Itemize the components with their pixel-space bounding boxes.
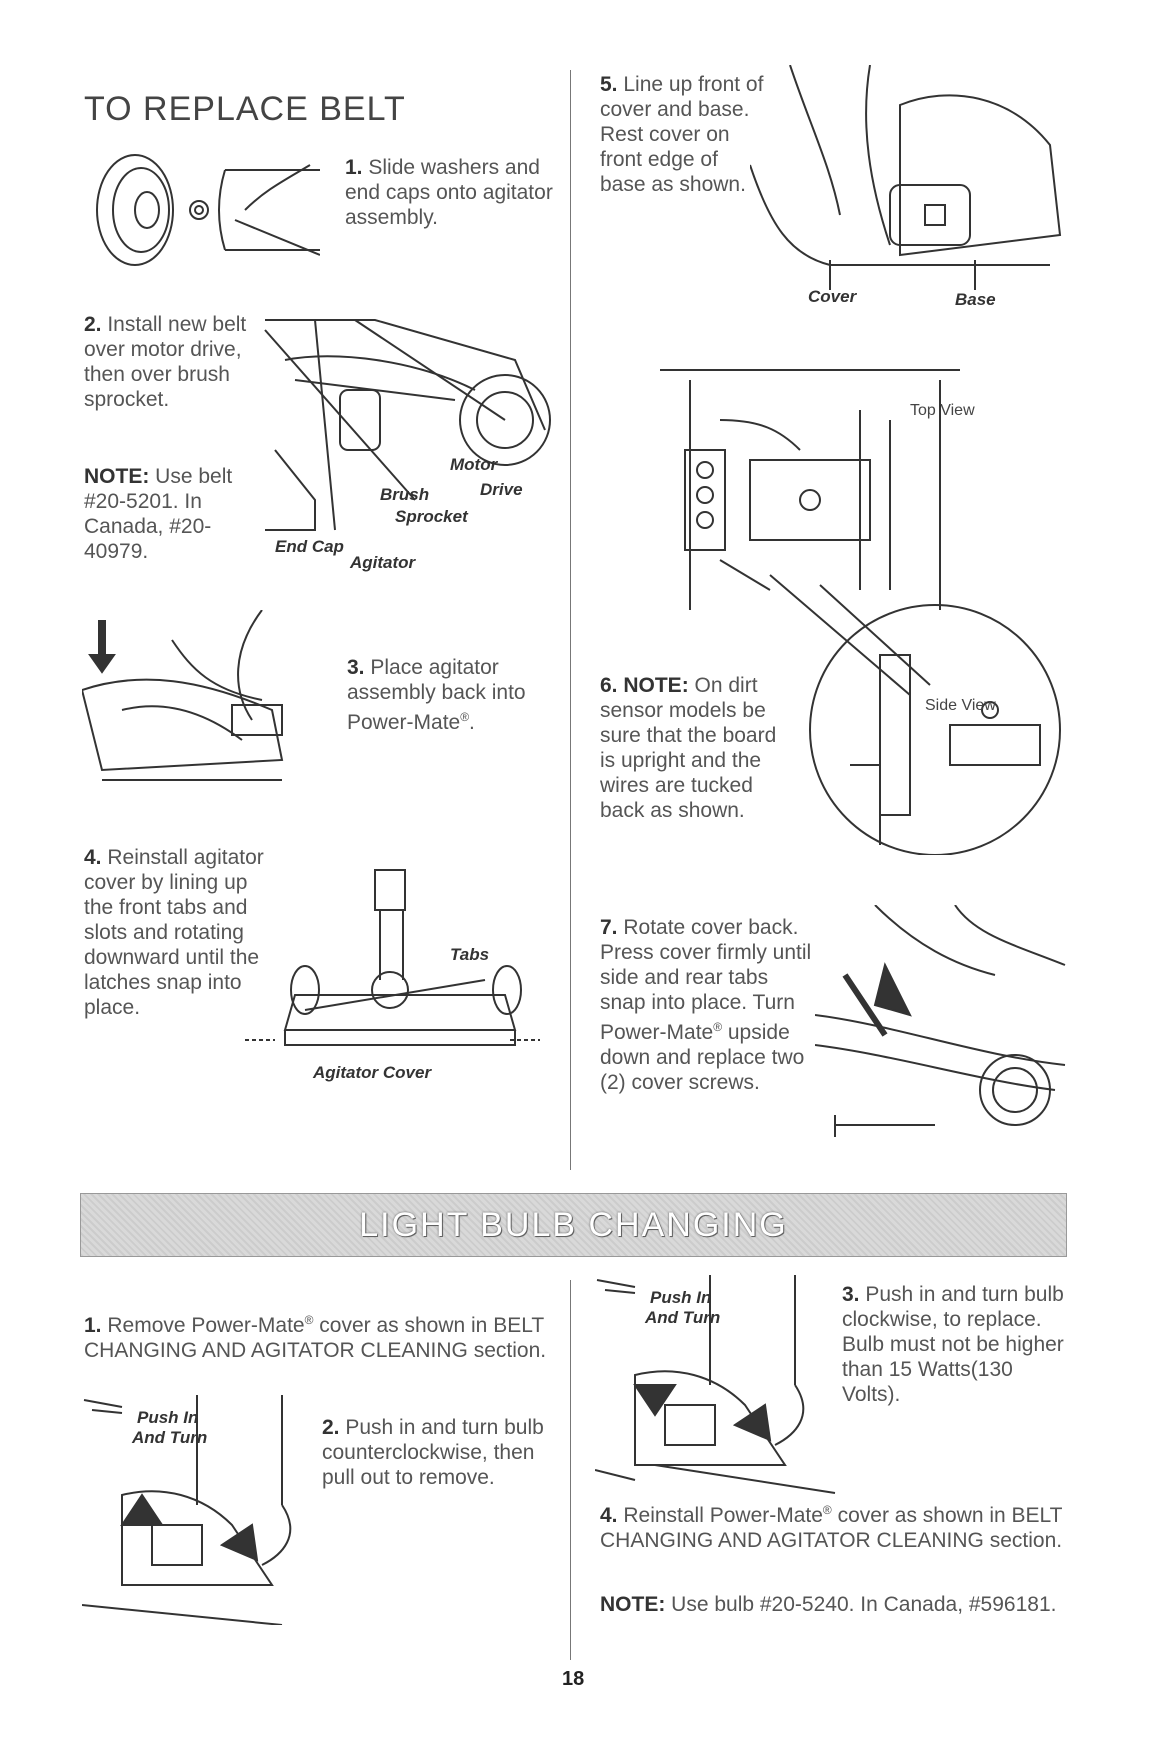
belt-step-1 bbox=[345, 155, 560, 230]
step-text: Install new belt over motor drive, then over brush sprocket. bbox=[84, 313, 247, 411]
step-text: On dirt sensor models be sure that the board is upright and the wires are tucked back as shown. bbox=[600, 674, 777, 822]
step-text: Remove Power-Mate bbox=[101, 1314, 305, 1337]
belt-step-5 bbox=[600, 72, 765, 197]
note-text: Use belt #20-5201. In Canada, #20-40979. bbox=[84, 465, 233, 563]
step-text: Push in and turn bulb clockwise, to replace. Bulb must not be higher than 15 Watts(130 Volts). bbox=[842, 1283, 1064, 1406]
label-end-cap: End Cap bbox=[275, 537, 344, 556]
bulb-note bbox=[600, 1592, 1070, 1617]
label-tabs: Tabs bbox=[450, 945, 490, 964]
label-base: Base bbox=[955, 290, 996, 309]
step-text-tail: upside down and replace two (2) cover screws. bbox=[600, 1021, 805, 1094]
step-number: 4. bbox=[84, 846, 102, 869]
label-push-in: Push In bbox=[137, 1408, 199, 1427]
step-text: Line up front of cover and base. Rest cover on front edge of base as shown. bbox=[600, 73, 764, 196]
rotate-cover-illustration bbox=[815, 905, 1070, 1140]
place-agitator-illustration bbox=[82, 610, 322, 810]
agitator-cover-illustration bbox=[245, 860, 545, 1100]
belt-step-7 bbox=[600, 915, 815, 1095]
label-and-turn: And Turn bbox=[132, 1428, 208, 1447]
step-text-tail: . bbox=[469, 711, 475, 734]
step-number: 3. bbox=[842, 1283, 860, 1306]
step-number: 2. bbox=[322, 1416, 340, 1439]
bulb-step-3 bbox=[842, 1282, 1070, 1407]
step-number: 4. bbox=[600, 1504, 618, 1527]
label-motor: Motor bbox=[450, 455, 498, 474]
step-number: 1. bbox=[84, 1314, 102, 1337]
belt-step-6 bbox=[600, 673, 795, 823]
label-sprocket: Sprocket bbox=[395, 507, 468, 526]
section-banner bbox=[80, 1193, 1067, 1257]
belt-step-3 bbox=[347, 655, 557, 735]
washers-endcap-illustration bbox=[95, 150, 320, 270]
step-text: Slide washers and end caps onto agitator assembly. bbox=[345, 156, 553, 229]
step-number: 7. bbox=[600, 916, 618, 939]
label-agitator-cover: Agitator Cover bbox=[313, 1063, 432, 1082]
label-top-view: Top View bbox=[910, 402, 975, 419]
label-agitator: Agitator bbox=[350, 553, 416, 572]
label-and-turn: And Turn bbox=[645, 1308, 721, 1327]
belt-note-2 bbox=[84, 464, 259, 564]
bulb-step-2 bbox=[322, 1415, 552, 1490]
bulb-step-1 bbox=[84, 1308, 554, 1363]
column-divider-bottom bbox=[570, 1280, 571, 1660]
step-text: Rotate cover back. Press cover firmly until side and rear tabs snap into place. Turn Power-Mate bbox=[600, 916, 812, 1044]
step-number: 1. bbox=[345, 156, 363, 179]
registered-mark: ® bbox=[822, 1503, 832, 1517]
step-text: Reinstall agitator cover by lining up the front tabs and slots and rotating downward until the latches snap into place. bbox=[84, 846, 264, 1019]
note-label: NOTE: bbox=[84, 465, 150, 488]
note-label: NOTE: bbox=[600, 1593, 666, 1616]
step-text: Place agitator assembly back into Power-Mate bbox=[347, 656, 526, 734]
label-cover: Cover bbox=[808, 287, 857, 306]
label-push-in: Push In bbox=[650, 1288, 712, 1307]
step-text: Push in and turn bulb counterclockwise, then pull out to remove. bbox=[322, 1416, 544, 1489]
registered-mark: ® bbox=[460, 710, 470, 724]
page-title: TO REPLACE BELT bbox=[84, 90, 406, 128]
registered-mark: ® bbox=[304, 1313, 314, 1327]
belt-install-illustration bbox=[255, 300, 555, 590]
install-bulb-illustration bbox=[595, 1275, 840, 1495]
registered-mark: ® bbox=[713, 1020, 723, 1034]
step-number: 5. bbox=[600, 73, 618, 96]
remove-bulb-illustration bbox=[82, 1395, 322, 1625]
bulb-step-4 bbox=[600, 1498, 1070, 1553]
side-view-illustration bbox=[760, 555, 1070, 855]
label-drive: Drive bbox=[480, 480, 523, 499]
label-brush: Brush bbox=[380, 485, 430, 504]
column-divider bbox=[570, 70, 571, 1170]
step-number: 6. bbox=[600, 674, 618, 697]
step-text-tail: cover as shown in BELT CHANGING AND AGITATOR CLEANING section. bbox=[84, 1314, 547, 1362]
page-number: 18 bbox=[562, 1668, 585, 1690]
step-number: 3. bbox=[347, 656, 365, 679]
note-label: NOTE: bbox=[623, 674, 689, 697]
step-number: 2. bbox=[84, 313, 102, 336]
banner-title: LIGHT BULB CHANGING bbox=[359, 1206, 788, 1244]
cover-base-illustration bbox=[750, 65, 1070, 310]
step-text: Reinstall Power-Mate bbox=[617, 1504, 823, 1527]
label-side-view: Side View bbox=[925, 697, 996, 714]
step-text-tail: cover as shown in BELT CHANGING AND AGITATOR CLEANING section. bbox=[600, 1504, 1063, 1552]
belt-step-2 bbox=[84, 312, 259, 412]
note-text: Use bulb #20-5240. In Canada, #596181. bbox=[665, 1593, 1057, 1616]
